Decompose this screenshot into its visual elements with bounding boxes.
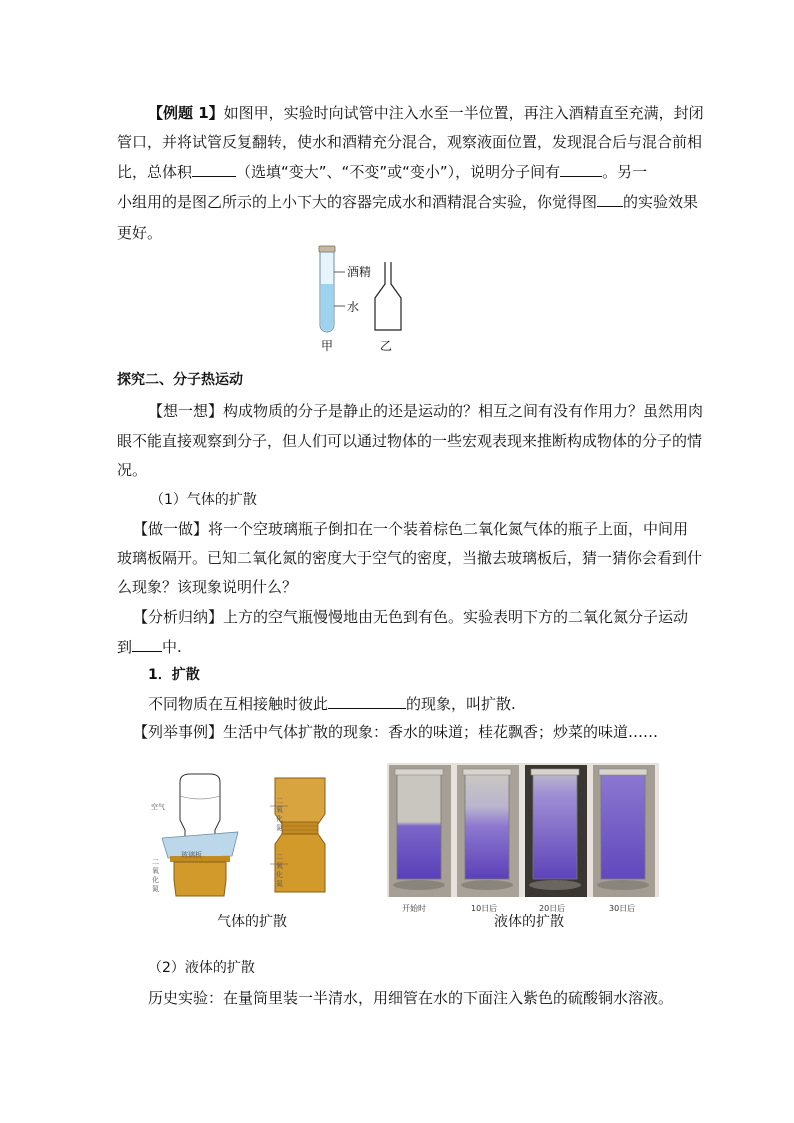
diffusion-title: 1．扩散: [148, 667, 200, 683]
day-label-0: 开始时: [402, 904, 426, 913]
answer-blank-volume[interactable]: [192, 160, 236, 177]
example-1-text-4a: 小组用的是图乙所示的上小下大的容器完成水和酒精混合实验，你觉得图: [117, 193, 598, 211]
answer-blank-figure[interactable]: [597, 190, 623, 207]
think-line-3: 况。: [117, 461, 148, 479]
answer-blank-destination[interactable]: [132, 635, 162, 652]
example-1-line-3: [117, 160, 647, 183]
test-tube-stopper-icon: [319, 246, 335, 252]
example-1-line-5: 更好。: [117, 224, 163, 242]
cylinder-30: [593, 765, 655, 897]
examples-line: 【列举事例】生活中气体扩散的现象：香水的味道；桂花飘香；炒菜的味道……: [133, 723, 659, 741]
label-glass-plate: 玻璃板: [181, 851, 202, 859]
liquid-diffusion-title: （2）液体的扩散: [148, 960, 255, 976]
label-water: 水: [347, 300, 360, 314]
gas-diffusion-title: （1）气体的扩散: [150, 492, 257, 508]
caption-yi: 乙: [380, 339, 393, 353]
analysis-text-2a: 到: [117, 638, 133, 656]
answer-blank-gap[interactable]: [560, 160, 602, 177]
example-1-line-4: [117, 190, 698, 213]
analysis-line-1: 【分析归纳】上方的空气瓶慢慢地由无色到有色。实验表明下方的二氧化氮分子运动: [133, 608, 689, 626]
liquid-diffusion-caption: 液体的扩散: [494, 914, 564, 930]
label-no2-left: 二氧化氮: [152, 858, 159, 893]
doit-line-2: 玻璃板隔开。已知二氧化氮的密度大于空气的密度，当撤去玻璃板后，猜一猜你会看到什: [117, 549, 703, 567]
air-bottle-icon: [180, 774, 220, 838]
gas-diffusion-figure: [140, 760, 355, 910]
label-air: 空气: [151, 803, 165, 811]
day-label-10: 10日后: [471, 904, 498, 913]
example-1-text-1: 如图甲，实验时向试管中注入水至一半位置，再注入酒精直至充满，封闭: [223, 104, 704, 122]
example-1-line-1: [148, 102, 704, 124]
label-alcohol: 酒精: [347, 265, 372, 279]
think-line-2: 眼不能直接观察到分子，但人们可以通过物体的一些宏观表现来推断构成物体的分子的情: [117, 432, 703, 450]
doit-line-1: 【做一做】将一个空玻璃瓶子倒扣在一个装着棕色二氧化氮气体的瓶子上面，中间用: [133, 520, 689, 538]
cylinder-20: [525, 765, 587, 897]
definition-text-a: 不同物质在互相接触时彼此: [148, 695, 329, 713]
analysis-line-2: [117, 635, 182, 658]
gas-diffusion-caption: 气体的扩散: [217, 914, 287, 930]
day-label-20: 20日后: [539, 904, 566, 913]
answer-blank-definition[interactable]: [328, 692, 406, 709]
history-experiment-line: 历史实验：在量筒里装一半清水，用细管在水的下面注入紫色的硫酸铜水溶液。: [148, 989, 674, 1007]
label-no2-bottom-right: 二氧化氮: [276, 853, 283, 888]
water-layer: [321, 284, 333, 331]
example-1-text-3a: 比，总体积: [117, 163, 193, 181]
diffusion-definition: [148, 692, 516, 715]
cylinder-10: [457, 765, 519, 897]
liquid-diffusion-photo: [387, 763, 667, 913]
section-2-title: 探究二、分子热运动: [117, 372, 243, 388]
caption-jia: 甲: [321, 339, 334, 353]
example-1-text-4b: 的实验效果: [623, 193, 699, 211]
analysis-text-2b: 中.: [162, 638, 182, 656]
cylinder-0: [389, 765, 451, 897]
definition-text-b: 的现象，叫扩散.: [406, 695, 516, 713]
example-1-text-3c: 。另一: [602, 163, 648, 181]
label-no2-top-right: 二氧化氮: [276, 797, 283, 832]
example-1-heading: 【例题 1】: [148, 104, 224, 122]
example-1-text-3b: （选填“变大”、“不变”或“变小”），说明分子间有: [236, 163, 561, 181]
doit-line-3: 么现象？该现象说明什么？: [117, 578, 298, 596]
day-label-30: 30日后: [609, 904, 636, 913]
no2-bottle-icon: [174, 862, 226, 896]
example-1-line-2: 管口，并将试管反复翻转，使水和酒精充分混合，观察液面位置，发现混合后与混合前相: [117, 133, 703, 151]
think-line-1: 【想一想】构成物质的分子是静止的还是运动的？相互之间有没有作用力？虽然用肉: [148, 402, 704, 420]
narrow-top-container-icon: [375, 262, 401, 330]
